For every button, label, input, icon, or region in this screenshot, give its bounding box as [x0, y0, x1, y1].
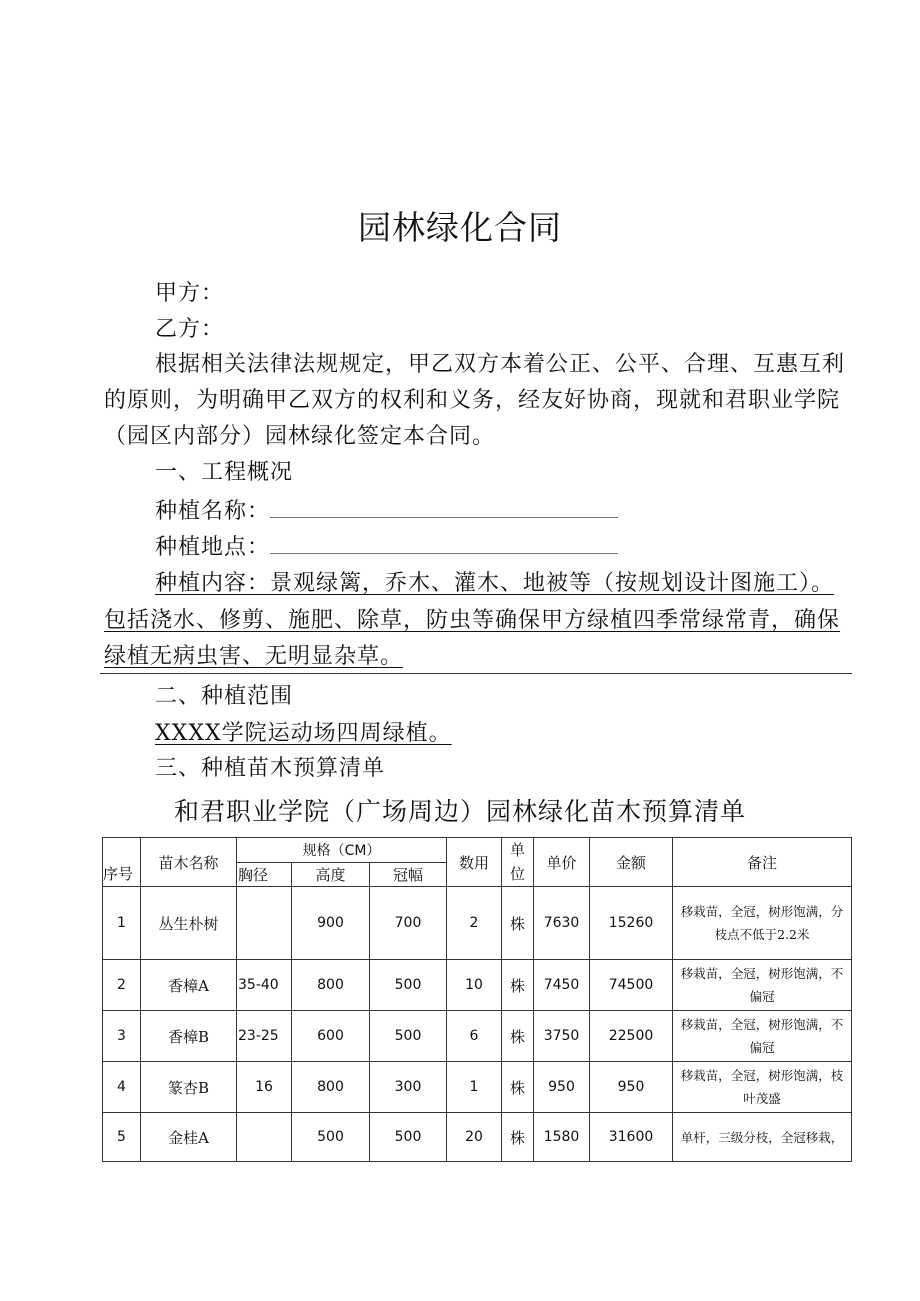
header-crown: 冠幅: [370, 862, 447, 887]
cell-unit: 株: [502, 1062, 534, 1113]
header-dbh: 胸径: [237, 862, 292, 887]
planting-name-blank[interactable]: [270, 495, 618, 518]
intro-line-1: 根据相关法律法规规定，甲乙双方本着公正、公平、合理、互惠互利: [155, 352, 846, 377]
cell-amount: 31600: [590, 1113, 673, 1162]
cell-unit: 株: [502, 960, 534, 1011]
cell-name: 丛生朴树: [141, 887, 237, 960]
cell-note: 移栽苗，全冠，树形饱满，分枝点不低于2.2米: [673, 887, 852, 960]
cell-dbh: 23-25: [237, 1011, 292, 1062]
cell-dbh: [237, 887, 292, 960]
cell-crown: 300: [370, 1062, 447, 1113]
cell-price: 1580: [534, 1113, 590, 1162]
planting-name-label: 种植名称：: [155, 499, 271, 524]
cell-unit: 株: [502, 887, 534, 960]
cell-price: 3750: [534, 1011, 590, 1062]
cell-amount: 74500: [590, 960, 673, 1011]
cell-qty: 1: [447, 1062, 502, 1113]
header-seq: 序号: [103, 838, 141, 887]
party-b-label: 乙方：: [155, 317, 225, 342]
cell-height: 500: [292, 1113, 370, 1162]
document-title: 园林绿化合同: [358, 208, 562, 247]
table-row: [103, 960, 852, 1011]
cell-height: 800: [292, 1062, 370, 1113]
table-title: 和君职业学院（广场周边）园林绿化苗木预算清单: [173, 797, 746, 826]
cell-seq: 3: [103, 1011, 141, 1062]
cell-unit: 株: [502, 1113, 534, 1162]
section3-heading: 三、种植苗木预算清单: [155, 756, 386, 781]
intro-line-2: 的原则，为明确甲乙双方的权利和义务，经友好协商，现就和君职业学院: [104, 388, 841, 413]
cell-crown: 700: [370, 887, 447, 960]
section1-heading: 一、工程概况: [155, 460, 294, 485]
cell-height: 600: [292, 1011, 370, 1062]
cell-name: 篆杏B: [141, 1062, 237, 1113]
cell-qty: 2: [447, 887, 502, 960]
table-row: [103, 1062, 852, 1113]
cell-dbh: 35-40: [237, 960, 292, 1011]
intro-line-3: （园区内部分）园林绿化签定本合同。: [104, 424, 496, 449]
header-note: 备注: [673, 838, 852, 887]
content-line-1: 种植内容：景观绿篱，乔木、灌木、地被等（按规划设计图施工）。: [155, 571, 835, 596]
cell-amount: 22500: [590, 1011, 673, 1062]
cell-name: 香樟A: [141, 960, 237, 1011]
cell-seq: 5: [103, 1113, 141, 1162]
cell-seq: 4: [103, 1062, 141, 1113]
table-row: [103, 1113, 852, 1162]
table-row: [103, 887, 852, 960]
cell-note: 移栽苗，全冠，树形饱满，枝叶茂盛: [673, 1062, 852, 1113]
cell-amount: 950: [590, 1062, 673, 1113]
cell-qty: 6: [447, 1011, 502, 1062]
cell-qty: 10: [447, 960, 502, 1011]
cell-crown: 500: [370, 1113, 447, 1162]
content-line-2: 包括浇水、修剪、施肥、除草，防虫等确保甲方绿植四季常绿常青，确保: [104, 608, 841, 633]
content-line-3: 绿植无病虫害、无明显杂草。: [104, 644, 404, 669]
cell-price: 7630: [534, 887, 590, 960]
cell-seq: 2: [103, 960, 141, 1011]
cell-height: 900: [292, 887, 370, 960]
cell-note: 移栽苗，全冠，树形饱满，不偏冠: [673, 960, 852, 1011]
divider-line: [100, 673, 852, 674]
header-spec: 规格（CM）: [237, 838, 447, 863]
cell-dbh: 16: [237, 1062, 292, 1113]
header-price: 单价: [534, 838, 590, 887]
planting-location-blank[interactable]: [270, 531, 618, 554]
cell-crown: 500: [370, 1011, 447, 1062]
header-qty: 数用: [447, 838, 502, 887]
planting-location-label: 种植地点：: [155, 535, 271, 560]
party-a-label: 甲方：: [155, 281, 225, 306]
section2-content: XXXX学院运动场四周绿植。: [155, 721, 452, 746]
table-row: [103, 1011, 852, 1062]
cell-height: 800: [292, 960, 370, 1011]
cell-note: 移栽苗，全冠，树形饱满，不偏冠: [673, 1011, 852, 1062]
cell-price: 7450: [534, 960, 590, 1011]
cell-dbh: [237, 1113, 292, 1162]
planting-location-row: [155, 530, 618, 566]
cell-crown: 500: [370, 960, 447, 1011]
cell-name: 金桂A: [141, 1113, 237, 1162]
cell-seq: 1: [103, 887, 141, 960]
header-name: 苗木名称: [141, 838, 237, 887]
cell-name: 香樟B: [141, 1011, 237, 1062]
cell-note: 单杆，三级分枝，全冠移栽，: [673, 1113, 852, 1162]
cell-price: 950: [534, 1062, 590, 1113]
cell-amount: 15260: [590, 887, 673, 960]
header-unit: 单位: [502, 838, 534, 887]
cell-qty: 20: [447, 1113, 502, 1162]
header-row-1: [103, 838, 852, 863]
header-height: 高度: [292, 862, 370, 887]
header-amount: 金额: [590, 838, 673, 887]
section2-heading: 二、种植范围: [155, 684, 294, 709]
planting-name-row: [155, 494, 618, 530]
budget-table: [102, 837, 852, 1162]
cell-unit: 株: [502, 1011, 534, 1062]
